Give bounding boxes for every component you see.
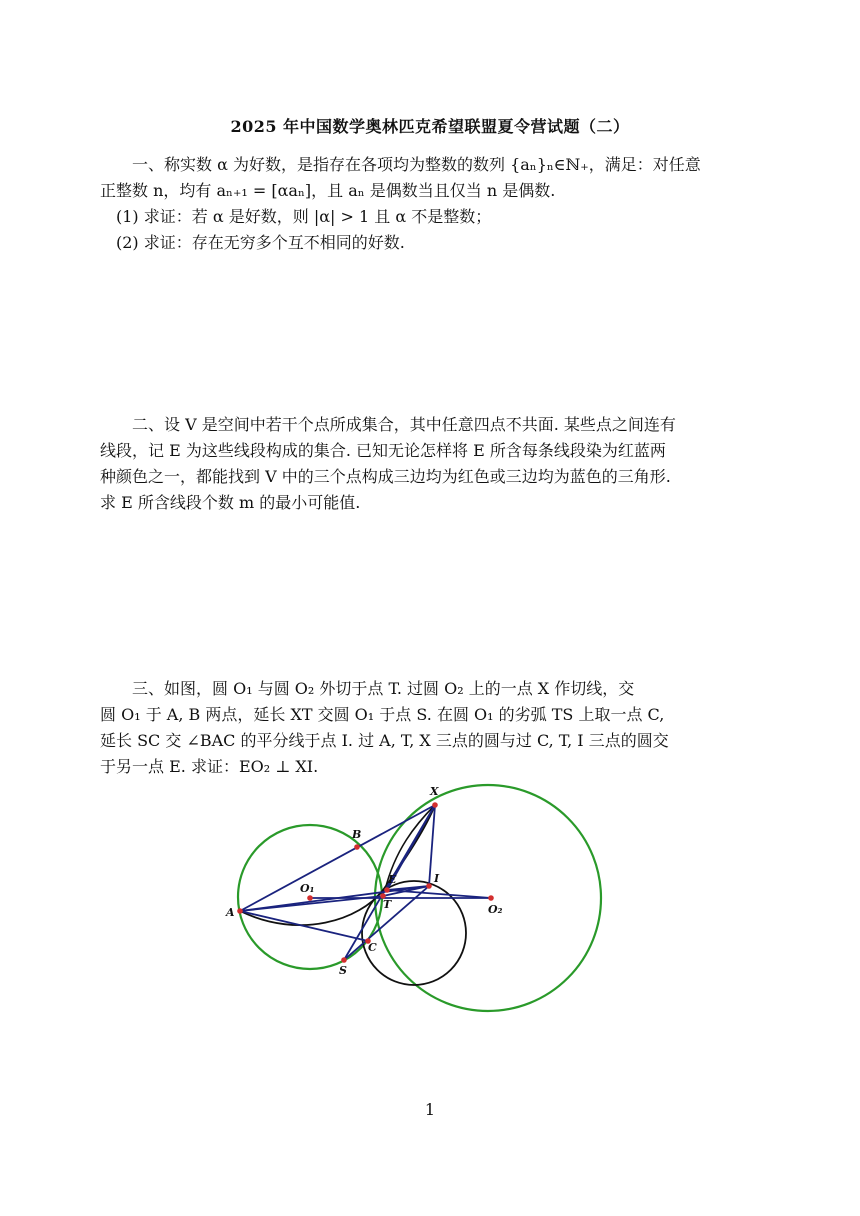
problem-2-line-4: 求 E 所含线段个数 m 的最小可能值.	[100, 493, 361, 512]
page-title: 2025 年中国数学奥林匹克希望联盟夏令营试题（二）	[230, 117, 630, 136]
point-o1	[307, 895, 313, 901]
label-i: I	[434, 872, 440, 885]
label-s: S	[339, 964, 347, 977]
problem-2-line-1: 二、设 V 是空间中若干个点所成集合，其中任意四点不共面. 某些点之间连有	[132, 415, 676, 434]
point-x	[432, 802, 438, 808]
problem-3-line-2: 圆 O₁ 于 A, B 两点，延长 XT 交圆 O₁ 于点 S. 在圆 O₁ 的劣弧 TS 上取一点 C,	[100, 705, 665, 724]
problem-1	[100, 152, 765, 256]
label-c: C	[368, 941, 377, 954]
point-a	[237, 908, 243, 914]
problem-1-part-2: (2) 求证：存在无穷多个互不相同的好数.	[116, 233, 405, 252]
point-e	[384, 887, 390, 893]
problem-1-line-1: 一、称实数 α 为好数，是指存在各项均为整数的数列 {aₙ}ₙ∈ℕ₊，满足：对任意	[132, 155, 701, 174]
geometry-figure	[220, 780, 610, 1020]
problem-2-line-2: 线段，记 E 为这些线段构成的集合. 已知无论怎样将 E 所含每条线段染为红蓝两	[100, 441, 666, 460]
problem-3-line-4: 于另一点 E. 求证：EO₂ ⊥ XI.	[100, 757, 319, 776]
point-b	[354, 844, 360, 850]
problem-3-line-1: 三、如图，圆 O₁ 与圆 O₂ 外切于点 T. 过圆 O₂ 上的一点 X 作切线，交	[132, 679, 635, 698]
label-x: X	[430, 785, 439, 798]
problem-3-line-3: 延长 SC 交 ∠BAC 的平分线于点 I. 过 A, T, X 三点的圆与过 C, T, I 三点的圆交	[100, 731, 669, 750]
label-o2: O₂	[488, 903, 503, 916]
geometry-diagram	[220, 780, 610, 1020]
point-o2	[488, 895, 494, 901]
page-number: 1	[424, 1100, 436, 1119]
label-e: E	[388, 873, 397, 886]
label-b: B	[352, 828, 362, 841]
problem-1-line-2: 正整数 n，均有 aₙ₊₁ = [αaₙ]，且 aₙ 是偶数当且仅当 n 是偶数.	[100, 181, 556, 200]
point-i	[426, 883, 432, 889]
label-o1: O₁	[300, 882, 315, 895]
point-s	[341, 957, 347, 963]
problem-2-line-3: 种颜色之一，都能找到 V 中的三个点构成三边均为红色或三边均为蓝色的三角形.	[100, 467, 671, 486]
label-t: T	[383, 898, 392, 911]
problem-1-part-1: (1) 求证：若 α 是好数，则 |α| > 1 且 α 不是整数；	[116, 207, 492, 226]
label-a: A	[226, 906, 235, 919]
problem-2	[100, 412, 765, 516]
problem-3	[100, 676, 765, 780]
